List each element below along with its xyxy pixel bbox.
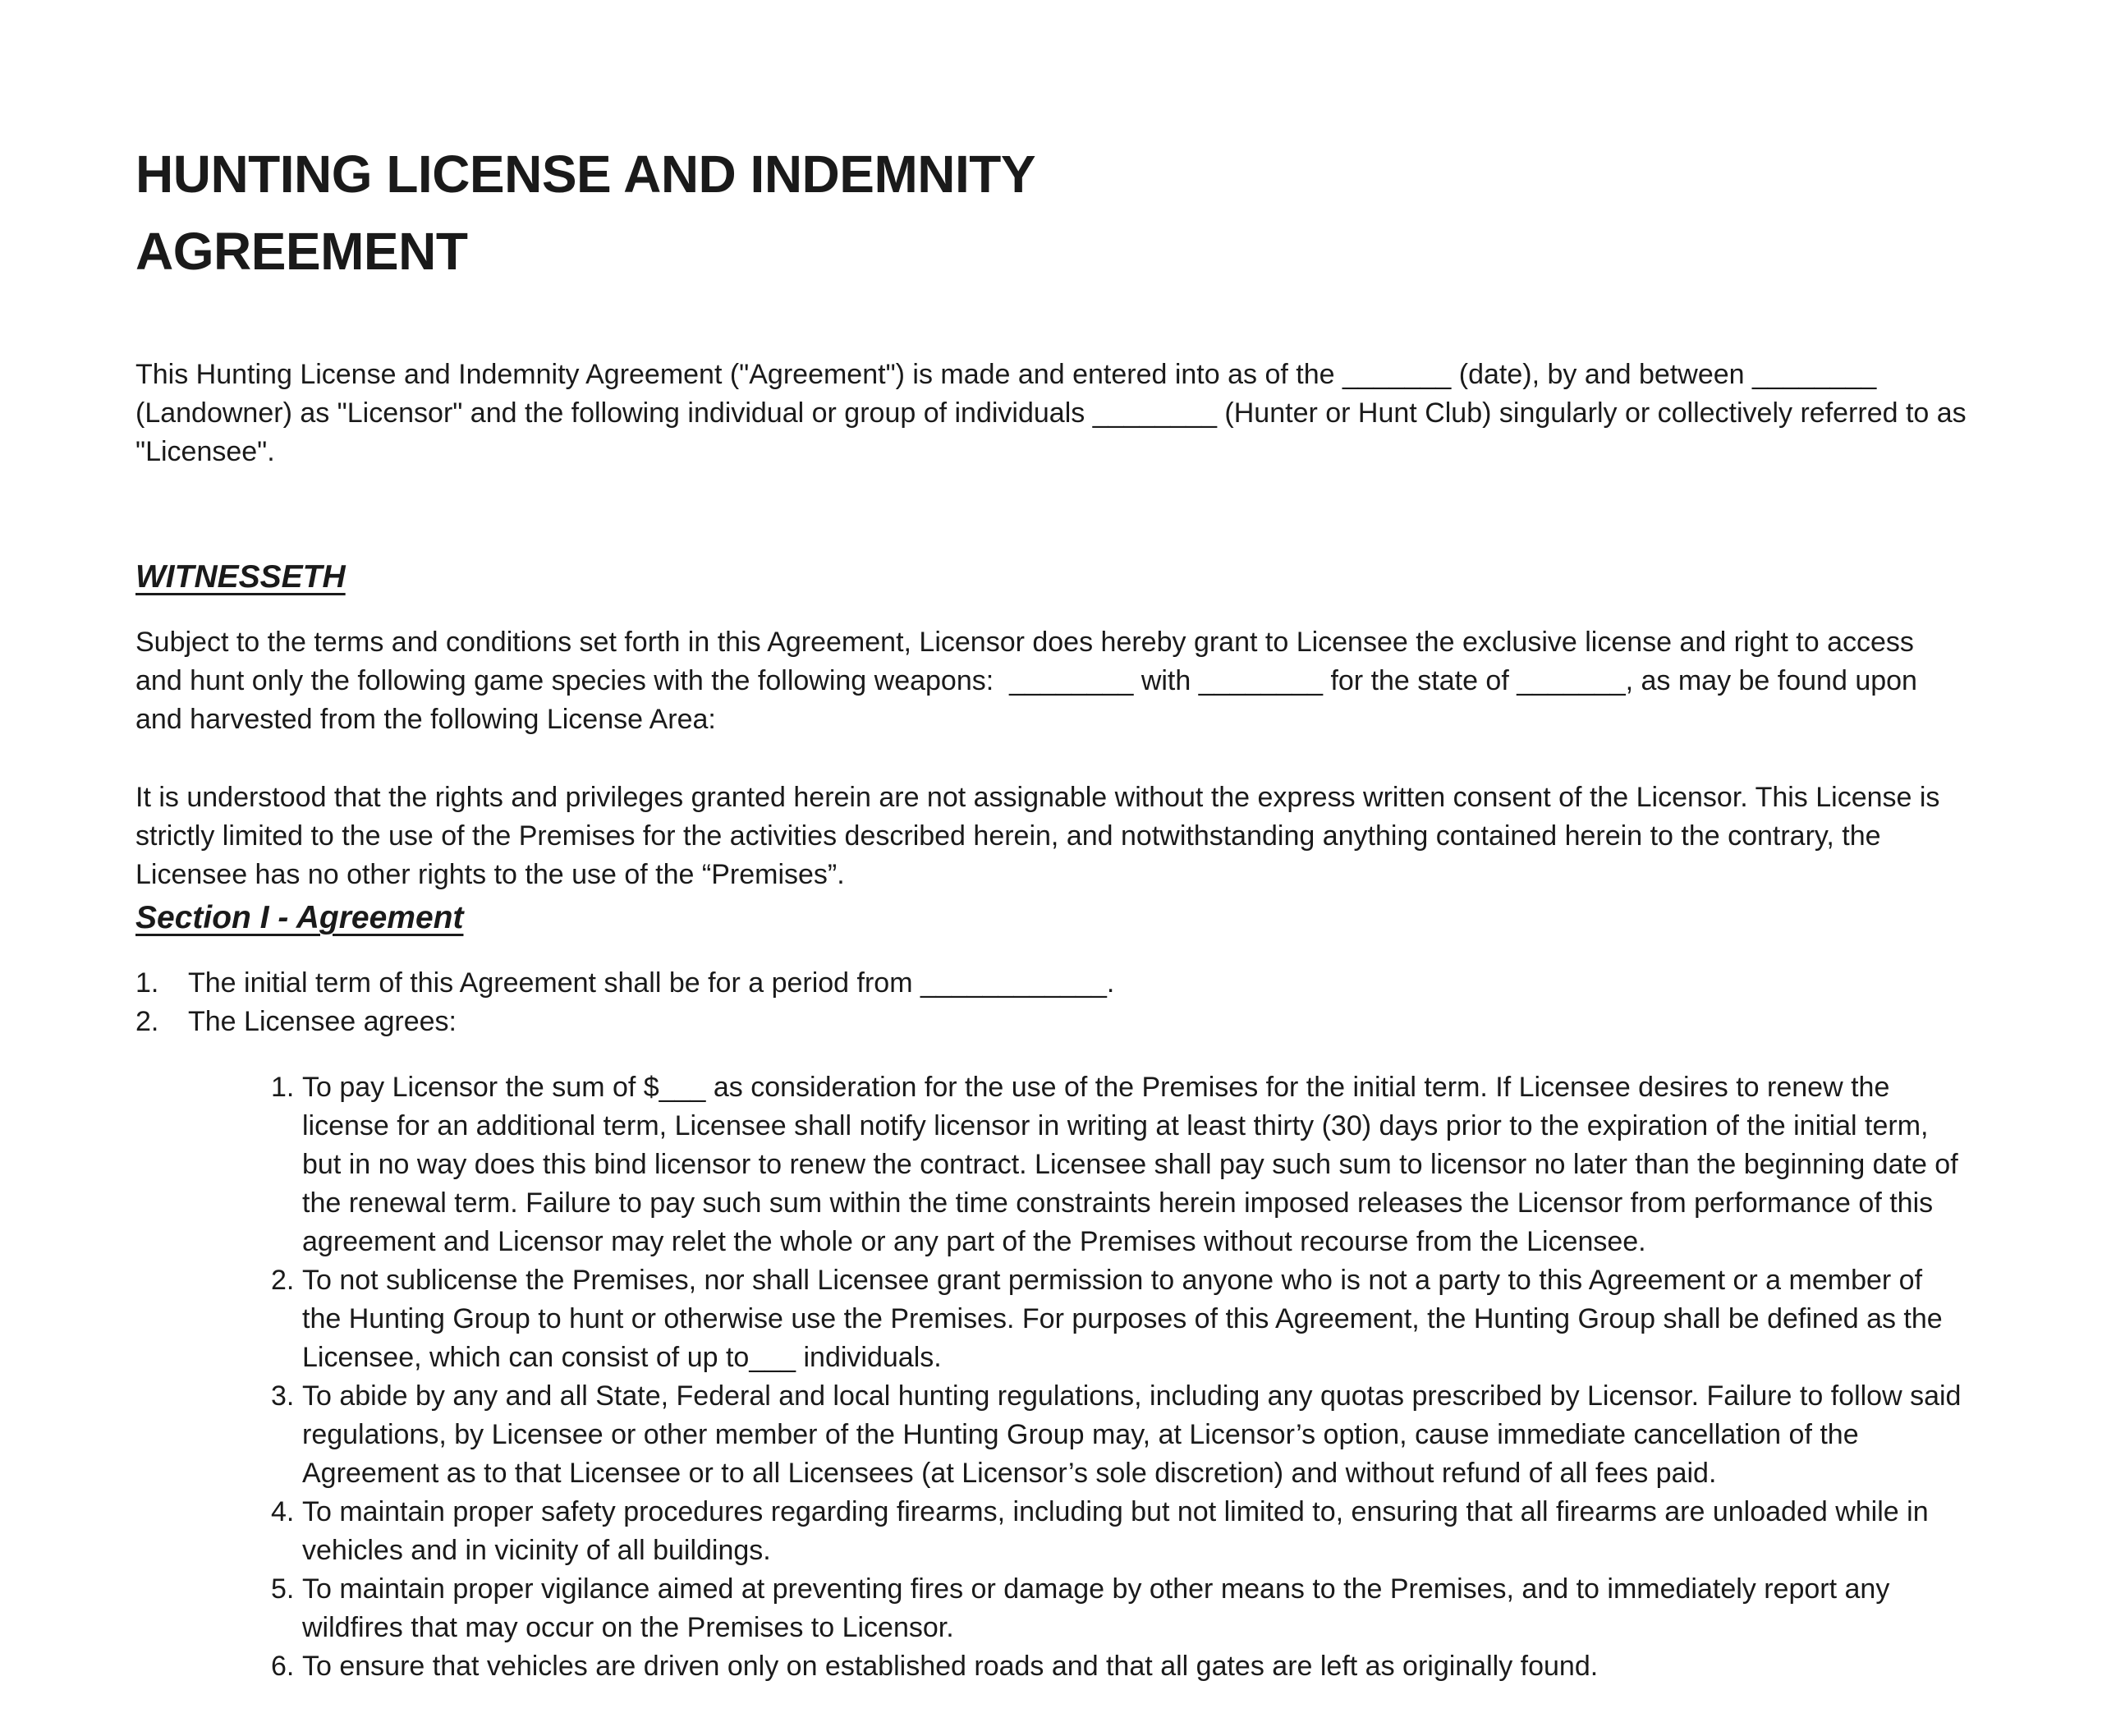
list-item [271,1647,1967,1686]
document-title: HUNTING LICENSE AND INDEMNITY AGREEMENT [135,145,1035,281]
list-item [271,1261,1967,1377]
list-item-text: The initial term of this Agreement shall be for a period from ____________. [188,967,1115,999]
witnesseth-paragraph-rights: It is understood that the rights and privileges granted herein are not assignable without the express written consent of the Licensor. This License is strictly limited to the use of the Premises for the activities described herein, and notwithstanding anything contained herein to the contrary, the Licensee has no other rights to the use of the “Premises”. [135,782,1948,890]
list-item [135,964,1967,1003]
list-item [135,1003,1967,1041]
witnesseth-paragraph-grant: Subject to the terms and conditions set forth in this Agreement, Licensor does hereby grant to Licensee the exclusive license and right to access and hunt only the following game species with the following weapons: ________ with ________ for the state of _______, as may be found upon and harvested from the following License Area: [135,627,1925,735]
list-item-text: The Licensee agrees: [188,1006,457,1037]
list-item-text: To maintain proper vigilance aimed at preventing fires or damage by other means to the Premises, and to immediately report any wildfires that may occur on the Premises to Licensor. [302,1573,1898,1643]
list-item [271,1493,1967,1570]
list-item-text: To pay Licensor the sum of $___ as consideration for the use of the Premises for the initial term. If Licensee desires to renew the license for an additional term, Licensee shall notify licensor in writing at least thirty (30) days prior to the expiration of the initial term, but in no way does this bind licensor to renew the contract. Licensee shall pay such sum to licensor no later than the beginning date of the renewal term. Failure to pay such sum within the time constraints herein imposed releases the Licensor from performance of this agreement and Licensor may relet the whole or any part of the Premises without recourse from the Licensee. [302,1072,1967,1257]
list-item [271,1377,1967,1493]
list-item-number: 1. [271,1072,295,1103]
section1-list [135,964,1967,1686]
list-item-number: 2. [135,1006,159,1037]
list-item [271,1570,1967,1647]
intro-paragraph: This Hunting License and Indemnity Agreement ("Agreement") is made and entered into as of the _______ (date), by and between ________ (Landowner) as "Licensor" and the following individual or group of individuals ________ (Hunter or Hunt Club) singularly or collectively referred to as "Licensee". [135,359,1975,467]
list-item-number: 3. [271,1380,295,1412]
list-item-number: 4. [271,1496,295,1527]
witnesseth-heading: WITNESSETH [135,559,346,595]
list-item-number: 5. [271,1573,295,1605]
list-item-text: To abide by any and all State, Federal and local hunting regulations, including any quotas prescribed by Licensor. Failure to follow said regulations, by Licensee or other member of the Hunting Group may, at Licensor’s option, cause immediate cancellation of the Agreement as to that Licensee or to all Licensees (at Licensor’s sole discretion) and without refund of all fees paid. [302,1380,1969,1489]
list-item-number: 1. [135,967,159,999]
section1-heading: Section I - Agreement [135,900,464,935]
list-item [271,1068,1967,1261]
list-item-number: 6. [271,1651,295,1682]
licensee-agreements-list [135,1068,1967,1686]
list-item-text: To maintain proper safety procedures regarding firearms, including but not limited to, ensuring that all firearms are unloaded while in vehicles and in vicinity of all buildings. [302,1496,1937,1566]
list-item-text: To ensure that vehicles are driven only on established roads and that all gates are left as originally found. [302,1651,1599,1682]
list-item-number: 2. [271,1265,295,1296]
list-item-text: To not sublicense the Premises, nor shall Licensee grant permission to anyone who is not a party to this Agreement or a member of the Hunting Group to hunt or otherwise use the Premises. For purposes of this Agreement, the Hunting Group shall be defined as the Licensee, which can consist of up to___ individuals. [302,1265,1951,1373]
